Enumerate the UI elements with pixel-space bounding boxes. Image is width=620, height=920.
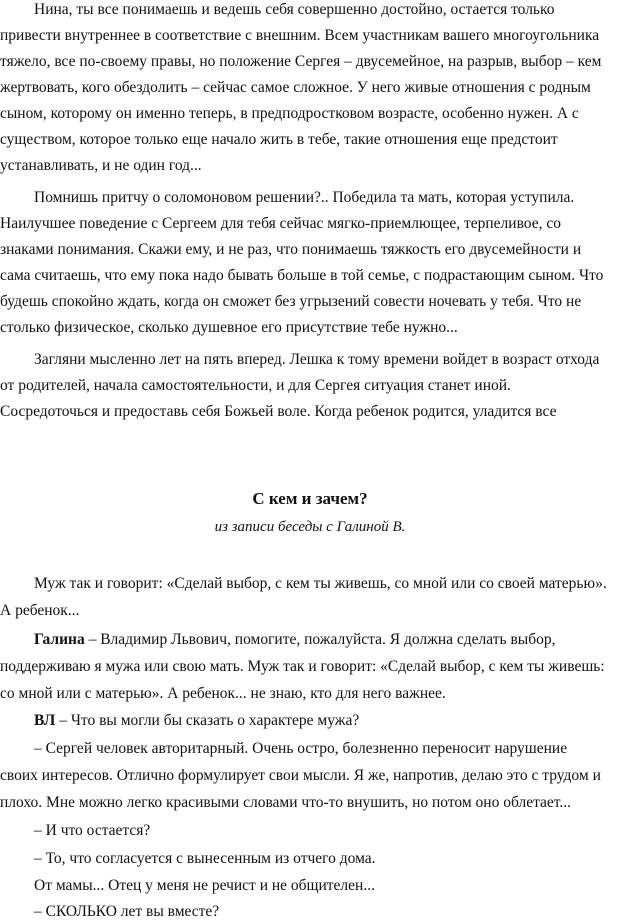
speaker-name: Галина (34, 631, 85, 648)
text-line: Помнишь притчу о соломоновом решении?.. Победила та мать, которая уступила. (34, 189, 575, 206)
speaker-text: – Что вы могли бы сказать о характере мужа? (55, 712, 360, 729)
text-line: – То, что согласуется с вынесенным из отчего дома. (34, 850, 376, 867)
text-line: плохо. Мне можно легко красивыми словами что-то внушить, но потом оно облетает... (0, 794, 572, 811)
speaker-text: – Владимир Львович, помогите, пожалуйста. Я должна сделать выбор, (84, 631, 556, 648)
text-line: – Сергей человек авторитарный. Очень остро, болезненно переносит нарушение (34, 740, 568, 757)
text-line: Нина, ты все понимаешь и ведешь себя совершенно достойно, остается только (34, 1, 555, 18)
text-line: сама считаешь, что ему пока надо бывать больше в той семье, с подрастающим сыном. Что (0, 267, 604, 284)
text-line: сыном, которому он именно теперь, в предподростковом возрасте, особенно нужен. А с (0, 105, 579, 122)
text-line: со мной или с матерью». А ребенок... не знаю, кто для него важнее. (0, 685, 446, 702)
text-line: столько физическое, сколько душевное его присутствие тебе нужно... (0, 319, 458, 336)
text-line: тяжело, все по-своему правы, но положение Сергея – двусемейное, на разрыв, выбор – кем (0, 53, 602, 70)
text-line: От мамы... Отец у меня не речист и не общителен... (34, 877, 375, 894)
text-line: устанавливать, и не один год... (0, 157, 202, 174)
speaker-line (34, 713, 359, 729)
text-line: А ребенок... (0, 602, 80, 619)
text-line: жертвовать, кого обездолить – сейчас самое сложное. У него живые отношения с родным (0, 79, 591, 96)
text-line: будешь спокойно ждать, когда он сможет без угрызений совести ночевать у тебя. Что не (0, 293, 582, 310)
speaker-name: ВЛ (34, 712, 56, 729)
text-line: Наилучшее поведение с Сергеем для тебя сейчас мягко-приемлющее, терпеливое, со (0, 215, 561, 232)
text-line: – И что остается? (34, 822, 151, 839)
text-line: Загляни мысленно лет на пять вперед. Лешка к тому времени войдет в возраст отхода (34, 351, 600, 368)
text-line: от родителей, начала самостоятельности, и для Сергея ситуация станет иной. (0, 377, 511, 394)
section-subtitle: из записи беседы с Галиной В. (214, 519, 406, 535)
text-line: – СКОЛЬКО лет вы вместе? (34, 903, 220, 920)
text-line: своих интересов. Отлично формулирует свои мысли. Я же, напротив, делаю это с трудом и (0, 767, 601, 784)
section-title: С кем и зачем? (252, 489, 368, 508)
text-line: Муж так и говорит: «Сделай выбор, с кем ты живешь, со мной или со своей матерью». (34, 575, 607, 592)
text-line: знаками понимания. Скажи ему, и не раз, что понимаешь тяжкость его двусемейности и (0, 241, 582, 258)
text-line: привести внутреннее в соответствие с внешним. Всем участникам вашего многоугольника (0, 27, 600, 44)
text-line: поддерживаю я мужа или свою мать. Муж так и говорит: «Сделай выбор, с кем ты живешь: (0, 658, 605, 675)
text-line: существом, которое только еще начало жить в тебе, такие отношения еще предстоит (0, 131, 558, 148)
text-line: Сосредоточься и предоставь себя Божьей воле. Когда ребенок родится, уладится все (0, 403, 557, 420)
speaker-line (34, 632, 555, 648)
